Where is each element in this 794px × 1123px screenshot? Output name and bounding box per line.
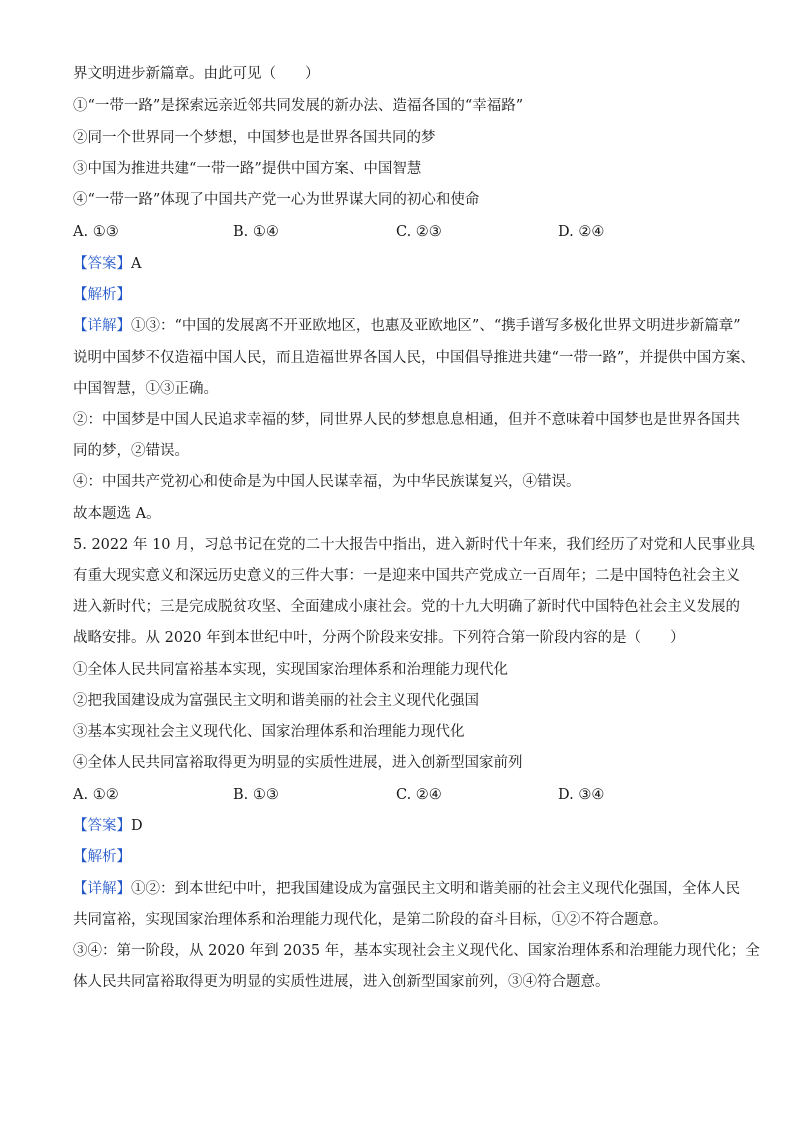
- q4-detail-line-3: 中国智慧，①③正确。: [73, 381, 218, 397]
- answer-tag: 【答案】: [73, 256, 131, 272]
- q4-detail-line-5: 同的梦，②错误。: [73, 443, 189, 459]
- analysis-tag: 【解析】: [73, 287, 131, 303]
- q4-option-b: B. ①④: [233, 224, 279, 240]
- q5-stem-line-2: 有重大现实意义和深远历史意义的三件大事：一是迎来中国共产党成立一百周年；二是中国特色社会主义: [73, 568, 740, 584]
- q5-answer: D: [131, 818, 143, 834]
- q5-item-3: ③基本实现社会主义现代化、国家治理体系和治理能力现代化: [73, 724, 465, 740]
- q4-detail-line-4: ②：中国梦是中国人民追求幸福的梦，同世界人民的梦想息息相通，但并不意味着中国梦也是世界各国共: [73, 412, 740, 428]
- detail-tag: 【详解】: [73, 881, 131, 897]
- q5-detail-text-1: ①②：到本世纪中叶，把我国建设成为富强民主文明和谐美丽的社会主义现代化强国，全体人民: [131, 881, 740, 897]
- q5-item-4: ④全体人民共同富裕取得更为明显的实质性进展，进入创新型国家前列: [73, 755, 523, 771]
- q5-option-c: C. ②④: [396, 787, 442, 803]
- q5-item-2: ②把我国建设成为富强民主文明和谐美丽的社会主义现代化强国: [73, 693, 479, 709]
- analysis-tag: 【解析】: [73, 849, 131, 865]
- q4-detail-text-1: ①③：“中国的发展离不开亚欧地区，也惠及亚欧地区”、“携手谱写多极化世界文明进步新篇章”: [131, 318, 741, 334]
- q4-answer: A: [131, 256, 142, 272]
- q4-detail-line-6: ④：中国共产党初心和使命是为中国人民谋幸福，为中华民族谋复兴，④错误。: [73, 474, 581, 490]
- q5-detail-line-3: ③④：第一阶段，从 2020 年到 2035 年，基本实现社会主义现代化、国家治理体系和治理能力现代化；全: [73, 943, 760, 959]
- detail-tag: 【详解】: [73, 318, 131, 334]
- q4-item-2: ②同一个世界同一个梦想，中国梦也是世界各国共同的梦: [73, 130, 436, 146]
- q5-stem-line-4: 战略安排。从 2020 年到本世纪中叶，分两个阶段来安排。下列符合第一阶段内容的是（ ）: [73, 630, 685, 646]
- q4-item-4: ④“一带一路”体现了中国共产党一心为世界谋大同的初心和使命: [73, 192, 480, 208]
- q5-answer-line: [73, 816, 143, 836]
- q4-item-3: ③中国为推进共建“一带一路”提供中国方案、中国智慧: [73, 161, 422, 177]
- answer-tag: 【答案】: [73, 818, 131, 834]
- q5-item-1: ①全体人民共同富裕基本实现，实现国家治理体系和治理能力现代化: [73, 662, 508, 678]
- q4-analysis-line: [73, 285, 131, 305]
- q4-detail-line-1: [73, 316, 741, 336]
- q4-detail-line-2: 说明中国梦不仅造福中国人民，而且造福世界各国人民，中国倡导推进共建“一带一路”，并提供中国方案、: [73, 350, 755, 366]
- q5-detail-line-1: [73, 879, 740, 899]
- q4-option-d: D. ②④: [558, 224, 605, 240]
- q4-stem-tail: 界文明进步新篇章。由此可见（ ）: [73, 66, 320, 82]
- q4-option-a: A. ①③: [73, 224, 119, 240]
- q4-conclusion: 故本题选 A。: [73, 506, 161, 522]
- q4-option-c: C. ②③: [396, 224, 442, 240]
- q5-option-a: A. ①②: [73, 787, 119, 803]
- q5-detail-line-2: 共同富裕，实现国家治理体系和治理能力现代化，是第二阶段的奋斗目标，①②不符合题意。: [73, 912, 668, 928]
- q4-item-1: ①“一带一路”是探索远亲近邻共同发展的新办法、造福各国的“幸福路”: [73, 98, 524, 114]
- q5-stem-line-1: 5. 2022 年 10 月，习总书记在党的二十大报告中指出，进入新时代十年来，我们经历了对党和人民事业具: [73, 537, 756, 553]
- q5-detail-line-4: 体人民共同富裕取得更为明显的实质性进展，进入创新型国家前列，③④符合题意。: [73, 974, 610, 990]
- q5-stem-line-3: 进入新时代；三是完成脱贫攻坚、全面建成小康社会。党的十九大明确了新时代中国特色社会主义发展的: [73, 599, 740, 615]
- q5-option-d: D. ③④: [558, 787, 605, 803]
- q5-option-b: B. ①③: [233, 787, 279, 803]
- q4-answer-line: [73, 254, 141, 274]
- q5-analysis-line: [73, 847, 131, 867]
